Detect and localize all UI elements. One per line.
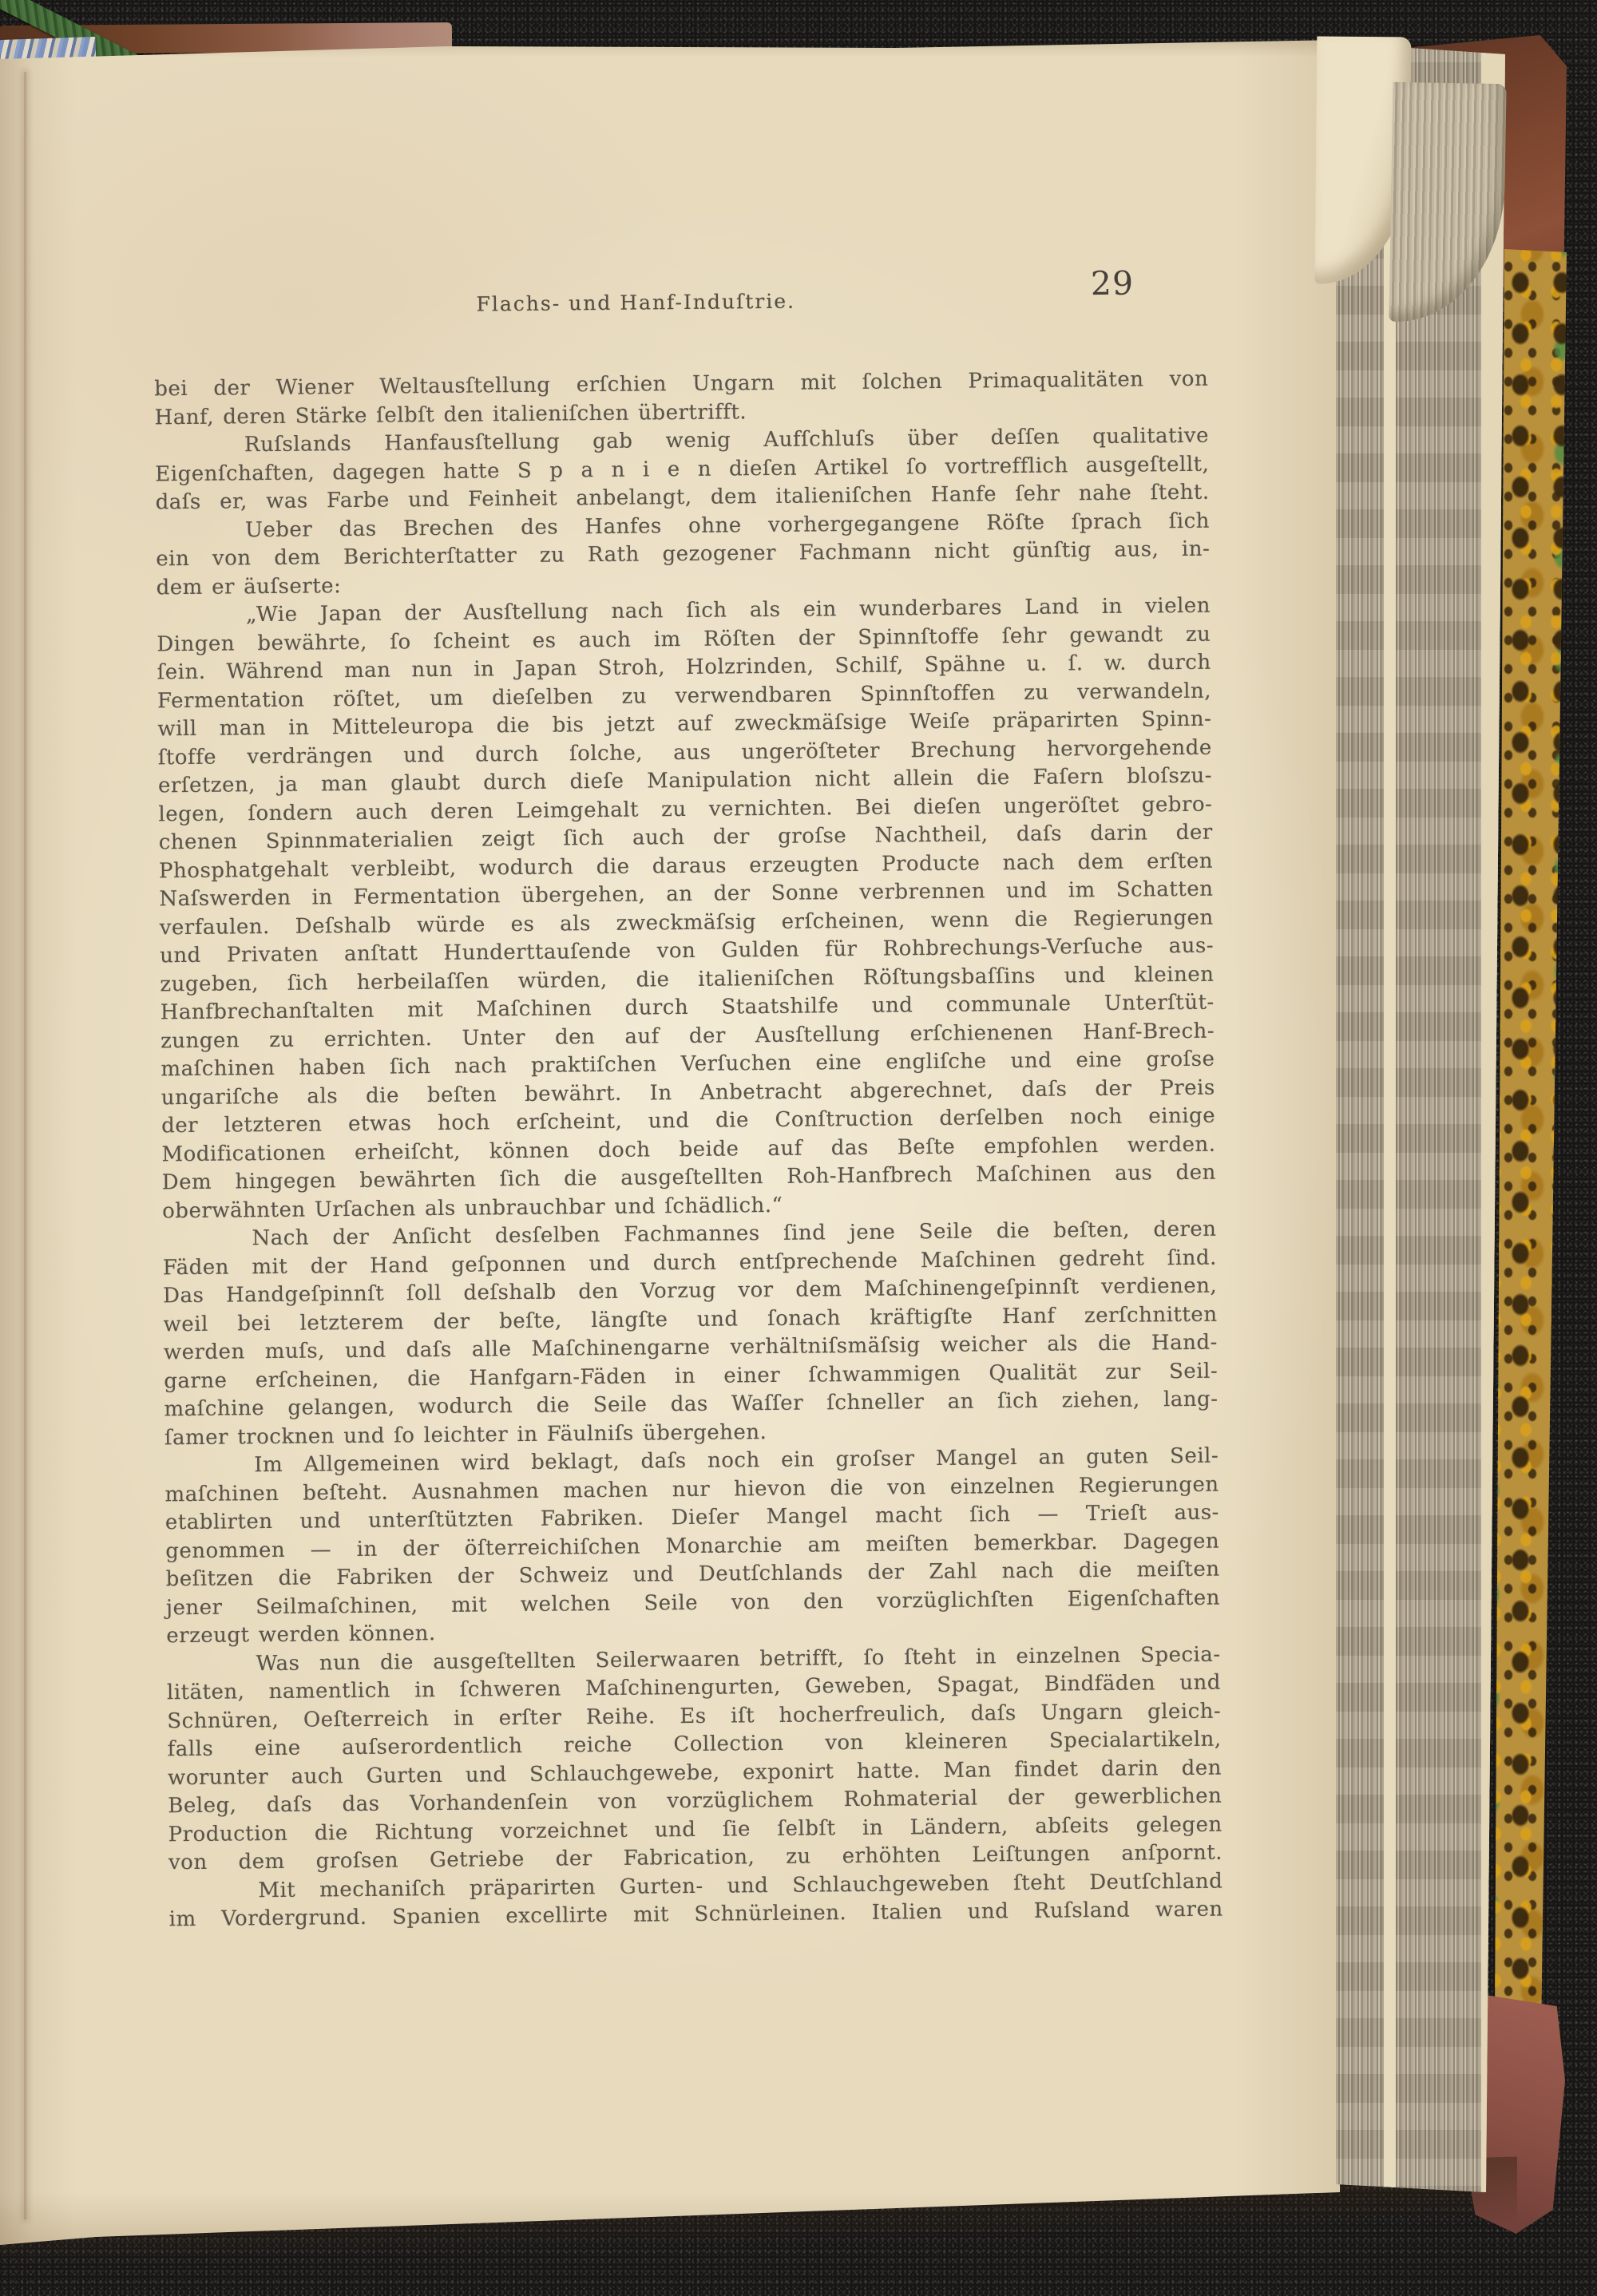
text-line: zungen zu errichten. Unter den auf der Ausſtellung erſchienenen Hanf-Brech- xyxy=(160,1019,1215,1053)
text-line: ſein. Während man nun in Japan Stroh, Holzrinden, Schilf, Spähne u. ſ. w. durch xyxy=(157,650,1211,685)
text-line: verfaulen. Deſshalb würde es als zweckmäſsig erſcheinen, wenn die Regierungen xyxy=(159,905,1214,940)
text-line: Beleg, daſs das Vorhandenſein von vorzüglichem Rohmaterial der gewerblichen xyxy=(168,1783,1223,1819)
page-stack-fore-edge xyxy=(1336,35,1505,2200)
gutter-crease xyxy=(24,72,26,2219)
text-line: genommen — in der öſterreichiſchen Monarchie am meiſten bemerkbar. Dagegen xyxy=(165,1529,1220,1563)
text-line: litäten, namentlich in ſchweren Maſchinengurten, Geweben, Spagat, Bindfäden und xyxy=(166,1670,1222,1705)
text-line: maſchinen beſteht. Ausnahmen machen nur hievon die von einzelnen Regierungen xyxy=(164,1472,1219,1506)
text-line: worunter auch Gurten und Schlauchgewebe, exponirt hatte. Man findet darin den xyxy=(167,1756,1223,1790)
text-line: falls eine auſserordentlich reiche Collection von kleineren Specialartikeln, xyxy=(167,1727,1222,1762)
text-line: Nach der Anſicht desſelben Fachmannes ſind jene Seile die beſten, deren xyxy=(252,1217,1217,1251)
text-line: weil bei letzterem der beſte, längſte und ſonach kräftigſte Hanf zerſchnitten xyxy=(163,1302,1218,1336)
text-line: erſetzen, ja man glaubt durch dieſe Manipulation nicht allein die Faſern bloſszu- xyxy=(157,763,1213,798)
text-line: „Wie Japan der Ausſtellung nach ſich als ein wunderbares Land in vielen xyxy=(245,593,1211,627)
text-line: ſtoffe verdrängen und durch ſolche, aus ungeröſteter Brechung hervorgehende xyxy=(157,735,1212,770)
page-header xyxy=(153,263,1207,323)
text-line: Naſswerden in Fermentation übergehen, an der Sonne verbrennen und im Schatten xyxy=(159,877,1214,912)
text-line: Ruſslands Hanfausſtellung gab wenig Aufſchluſs über deſſen qualitative xyxy=(244,423,1210,457)
text-line: von dem groſsen Getriebe der Fabrication, zu erhöhten Leiſtungen anſpornt. xyxy=(168,1840,1223,1875)
text-line: im Vordergrund. Spanien excellirte mit Schnürleinen. Italien und Ruſsland waren xyxy=(168,1897,1223,1932)
text-line: dem er äuſserte: xyxy=(156,573,342,600)
text-line: Phosphatgehalt verbleibt, wodurch die daraus erzeugten Producte nach dem erſten xyxy=(158,849,1214,883)
text-line: Ueber das Brechen des Hanfes ohne vorhergegangene Röſte ſprach ſich xyxy=(244,509,1211,542)
text-line: Mit mechaniſch präparirten Gurten- und Schlauchgeweben ſteht Deutſchland xyxy=(258,1869,1223,1902)
text-line: Fäden mit der Hand geſponnen und durch entſprechende Maſchinen gedreht ſind. xyxy=(162,1245,1217,1280)
text-line: chenen Spinnmaterialien zeigt ſich auch der groſse Nachtheil, daſs darin der xyxy=(158,820,1213,855)
text-block xyxy=(154,366,1223,1934)
text-line: Schnüren, Oeſterreich in erſter Reihe. Es iſt hocherfreulich, daſs Ungarn gleich- xyxy=(167,1699,1222,1733)
text-line: Das Handgeſpinnſt ſoll deſshalb den Vorzug vor dem Maſchinengeſpinnſt verdienen, xyxy=(163,1273,1218,1308)
text-line: maſchine gelangen, wodurch die Seile das Waſſer ſchneller an ſich ziehen, lang- xyxy=(164,1387,1219,1422)
text-line: Fermentation röſtet, um dieſelben zu verwendbaren Spinnſtoffen zu verwandeln, xyxy=(157,679,1212,713)
page-number: 29 xyxy=(1090,263,1135,303)
printed-page-content xyxy=(153,263,1223,1954)
text-line: Eigenſchaften, dagegen hatte S p a n i e n dieſen Artikel ſo vortrefflich ausgeſtellt, xyxy=(155,452,1210,486)
text-line: Im Allgemeinen wird beklagt, daſs noch ein groſser Mangel an guten Seil- xyxy=(254,1443,1219,1478)
text-line: Dem hingegen bewährten ſich die ausgeſtellten Roh-Hanfbrech Maſchinen aus den xyxy=(161,1160,1216,1195)
text-line: ungariſche als die beſten bewährt. In Anbetracht abgerechnet, daſs der Preis xyxy=(160,1075,1215,1110)
text-line: daſs er, was Farbe und Feinheit anbelangt, dem italieniſchen Hanfe ſehr nahe ſteht. xyxy=(155,480,1210,515)
text-line: maſchinen haben ſich nach praktiſchen Verſuchen eine engliſche und eine groſse xyxy=(160,1047,1215,1082)
text-line: Dingen bewährte, ſo ſcheint es auch im Röſten der Spinnſtoffe ſehr gewandt zu xyxy=(157,622,1211,656)
text-line: ein von dem Berichterſtatter zu Rath gezogener Fachmann nicht günſtig aus, in- xyxy=(156,536,1211,572)
text-line: will man in Mitteleuropa die bis jetzt auf zweckmäſsige Weiſe präparirten Spinn- xyxy=(157,707,1212,742)
marbled-board-edge xyxy=(1495,249,1567,2031)
text-line: jener Seilmaſchinen, mit welchen Seile von den vorzüglichſten Eigenſchaften xyxy=(165,1585,1221,1620)
text-line: garne erſcheinen, die Hanfgarn-Fäden in einer ſchwammigen Qualität zur Seil- xyxy=(164,1359,1219,1393)
text-line: werden muſs, und daſs alle Maſchinengarne verhältniſsmäſsig weicher als die Hand- xyxy=(163,1330,1218,1365)
text-line: etablirten und unterſtützten Fabriken. Dieſer Mangel macht ſich — Trieſt aus- xyxy=(164,1500,1220,1535)
text-line: bei der Wiener Weltausſtellung erſchien Ungarn mit ſolchen Primaqualitäten von xyxy=(154,366,1209,402)
text-line: legen, ſondern auch deren Leimgehalt zu vernichten. Bei dieſen ungeröſtet gebro- xyxy=(158,792,1213,826)
running-title: Flachs- und Hanf-Induſtrie. xyxy=(476,289,796,316)
text-line: oberwähnten Urſachen als unbrauchbar und ſchädlich.“ xyxy=(162,1193,783,1223)
text-line: Was nun die ausgeſtellten Seilerwaaren betrifft, ſo ſteht in einzelnen Specia- xyxy=(256,1642,1221,1676)
text-line: und Privaten anſtatt Hunderttauſende von Gulden für Rohbrechungs-Verſuche aus- xyxy=(159,933,1215,968)
text-line: der letzteren etwas hoch erſcheint, und die Conſtruction derſelben noch einige xyxy=(161,1103,1216,1138)
text-line: zugeben, ſich herbeilaſſen würden, die italieniſchen Röſtungsbaſſins und kleinen xyxy=(160,962,1215,996)
text-line: Production die Richtung vorzeichnet und ſie ſelbſt in Ländern, abſeits gelegen xyxy=(168,1812,1223,1847)
text-line: Hanf, deren Stärke ſelbſt den italieniſchen übertrifft. xyxy=(154,399,747,430)
text-line: Modificationen erheiſcht, können doch beide auf das Beſte empfohlen werden. xyxy=(161,1132,1216,1166)
text-line: Hanfbrechanſtalten mit Maſchinen durch Staatshilfe und communale Unterſtüt- xyxy=(160,990,1215,1025)
text-line: ſamer trocknen und ſo leichter in Fäulniſs übergehen. xyxy=(164,1419,767,1450)
text-line: erzeugt werden können. xyxy=(166,1621,436,1649)
text-line: beſitzen die Fabriken der Schweiz und Deutſchlands der Zahl nach die meiſten xyxy=(165,1557,1220,1592)
